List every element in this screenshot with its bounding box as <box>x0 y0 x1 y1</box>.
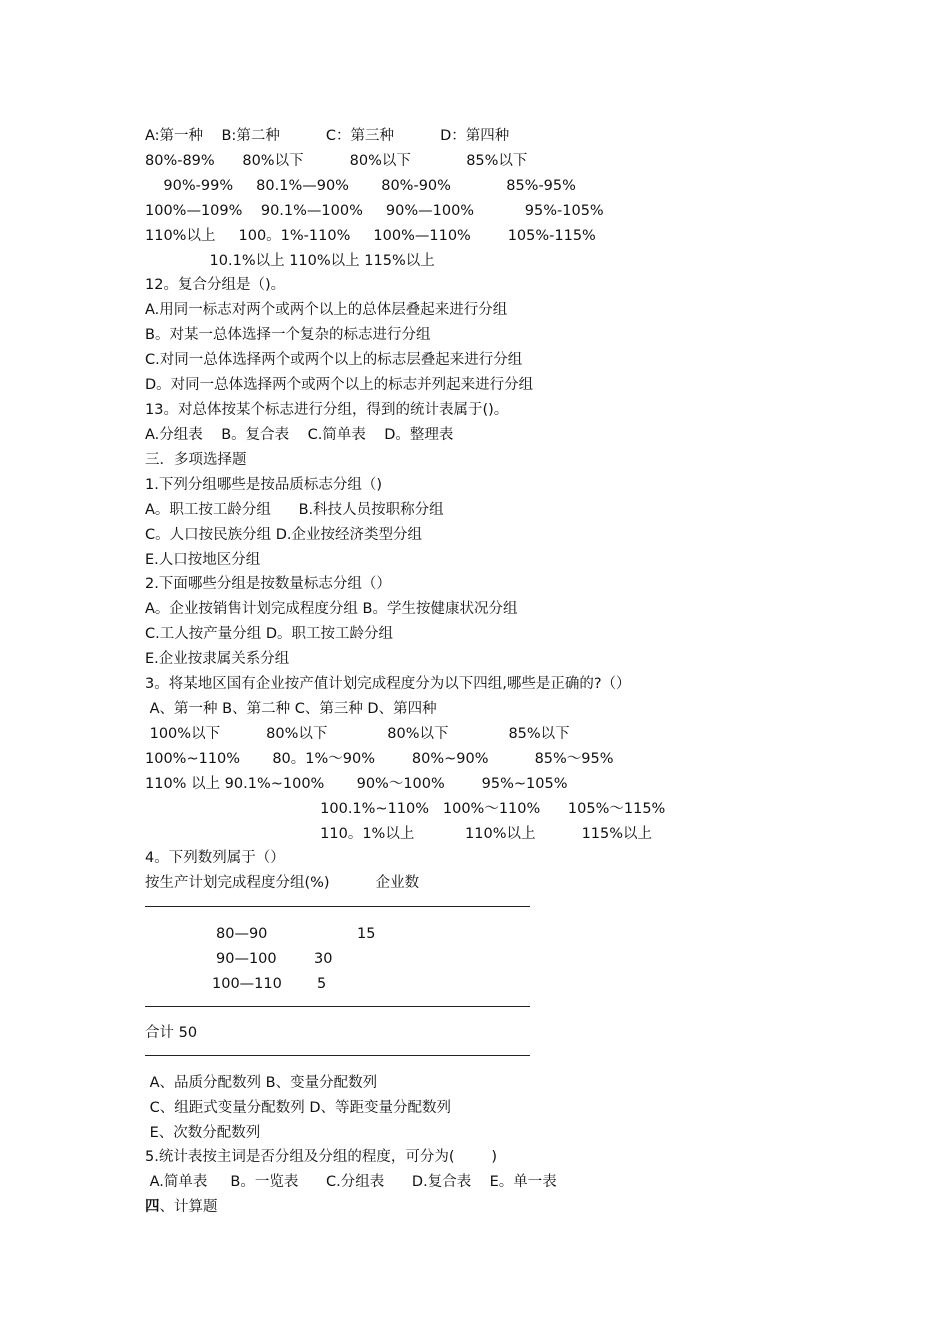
section-heading: 三．多项选择题 <box>145 452 247 468</box>
question-5: 5.统计表按主词是否分组及分组的程度，可分为( ) <box>145 1149 498 1165</box>
question-2: 2.下面哪些分组是按数量标志分组（） <box>145 576 391 592</box>
option-line: E、次数分配数列 <box>145 1125 261 1141</box>
option-line: C、组距式变量分配数列 D、等距变量分配数列 <box>145 1100 452 1116</box>
table-cell-group: 80—90 <box>216 926 268 942</box>
option-line: 110。1%以上 110%以上 115%以上 <box>145 826 653 842</box>
option-line: A、品质分配数列 B、变量分配数列 <box>145 1075 378 1091</box>
table-cell-count: 15 <box>357 926 376 942</box>
option-line: C。人口按民族分组 D.企业按经济类型分组 <box>145 527 423 543</box>
table-cell-group: 90—100 <box>216 951 277 967</box>
option-line: C.对同一总体选择两个或两个以上的标志层叠起来进行分组 <box>145 352 523 368</box>
table-rule-middle <box>145 1006 530 1007</box>
option-line: E.企业按隶属关系分组 <box>145 651 290 667</box>
table-rule-top <box>145 906 530 907</box>
table-cell-count: 5 <box>317 976 327 992</box>
question-3: 3。将某地区国有企业按产值计划完成程度分为以下四组,哪些是正确的?（） <box>145 676 631 692</box>
table-total: 合计 50 <box>145 1025 198 1041</box>
question-4: 4。下列数列属于（） <box>145 850 285 866</box>
text-line: 110%以上 100。1%-110% 100%—110% 105%-115% <box>145 228 596 244</box>
option-line: B。对某一总体选择一个复杂的标志进行分组 <box>145 327 431 343</box>
option-line: E.人口按地区分组 <box>145 552 261 568</box>
option-line: A。职工按工龄分组 B.科技人员按职称分组 <box>145 502 444 518</box>
option-line: 100.1%~110% 100%～110% 105%～115% <box>145 801 666 817</box>
section-number: 四 <box>145 1199 160 1215</box>
text-line: A:第一种 B:第二种 C：第三种 D：第四种 <box>145 128 510 144</box>
section-title: 、计算题 <box>159 1199 218 1215</box>
option-line: A.简单表 B。一览表 C.分组表 D.复合表 E。单一表 <box>145 1174 557 1190</box>
question-1: 1.下列分组哪些是按品质标志分组（) <box>145 477 382 493</box>
option-line: A、第一种 B、第二种 C、第三种 D、第四种 <box>145 701 437 717</box>
option-line: 100%~110% 80。1%～90% 80%~90% 85%～95% <box>145 751 614 767</box>
table-cell-group: 100—110 <box>212 976 282 992</box>
text-line: 100%—109% 90.1%—100% 90%—100% 95%-105% <box>145 203 604 219</box>
table-header: 按生产计划完成程度分组(%) 企业数 <box>145 875 420 891</box>
option-line: A。企业按销售计划完成程度分组 B。学生按健康状况分组 <box>145 601 518 617</box>
table-rule-bottom <box>145 1055 530 1056</box>
text-line: 80%-89% 80%以下 80%以下 85%以下 <box>145 153 528 169</box>
section-heading-four <box>145 1197 218 1217</box>
question-13: 13。对总体按某个标志进行分组，得到的统计表属于()。 <box>145 402 509 418</box>
text-line: 10.1%以上 110%以上 115%以上 <box>145 253 435 269</box>
option-line: 110% 以上 90.1%~100% 90%～100% 95%~105% <box>145 776 568 792</box>
option-line: D。对同一总体选择两个或两个以上的标志并列起来进行分组 <box>145 377 534 393</box>
table-cell-count: 30 <box>314 951 333 967</box>
option-line: A.分组表 B。复合表 C.简单表 D。整理表 <box>145 427 454 443</box>
option-line: 100%以下 80%以下 80%以下 85%以下 <box>145 726 570 742</box>
option-line: A.用同一标志对两个或两个以上的总体层叠起来进行分组 <box>145 302 508 318</box>
text-line: 90%-99% 80.1%—90% 80%-90% 85%-95% <box>145 178 576 194</box>
question-12: 12。复合分组是（)。 <box>145 277 286 293</box>
option-line: C.工人按产量分组 D。职工按工龄分组 <box>145 626 394 642</box>
